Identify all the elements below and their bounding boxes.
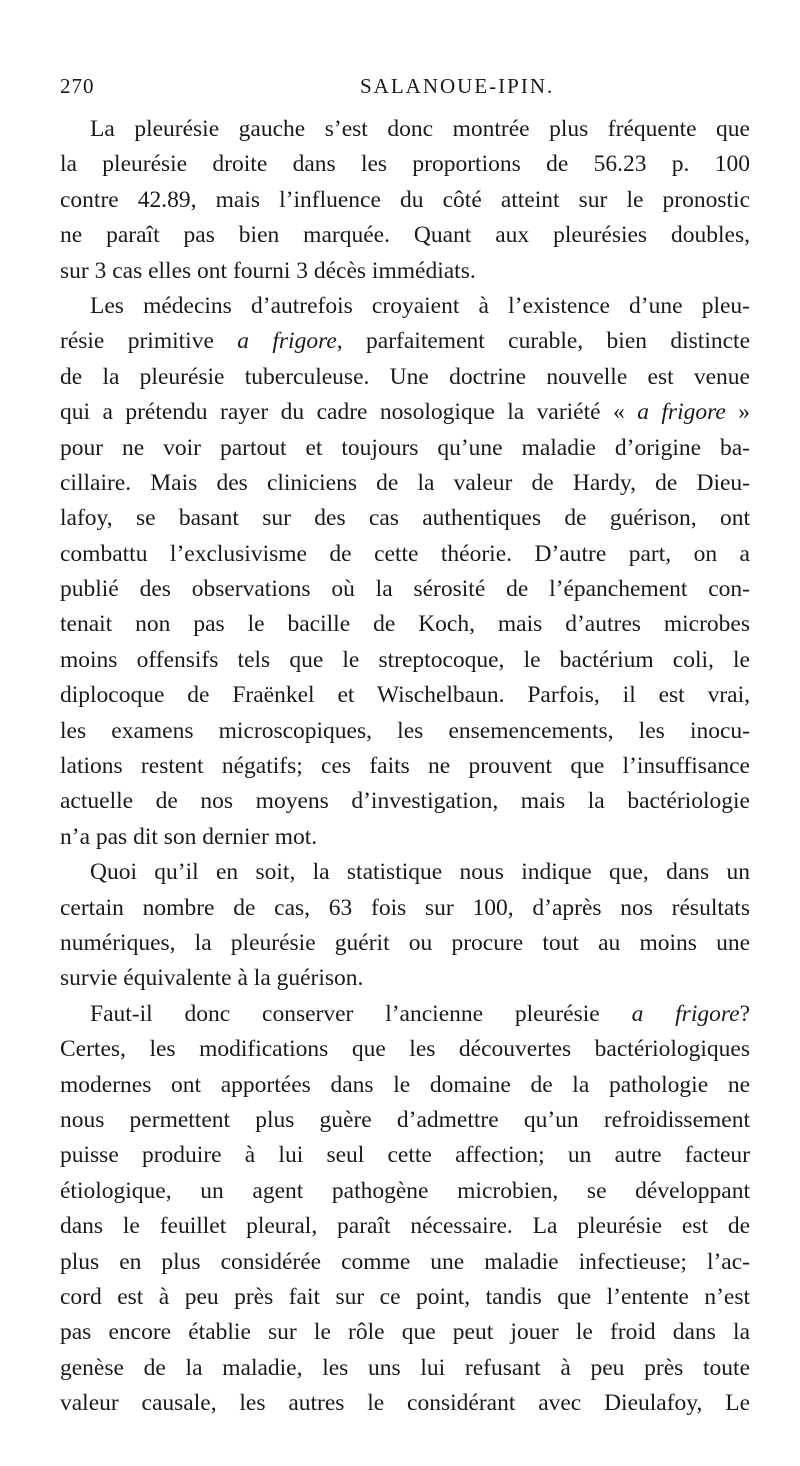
text-line: lafoy, se basant sur des cas authentiques de guérison, ont xyxy=(60,505,750,532)
running-title: SALANOUE-IPIN. xyxy=(360,74,555,98)
text-line: diplocoque de Fraënkel et Wischelbaun. Parfois, il est vrai, xyxy=(60,682,750,709)
text-line: la pleurésie droite dans les proportions de 56.23 p. 100 xyxy=(60,151,750,178)
text-line: plus en plus considérée comme une maladie infectieuse; l’ac- xyxy=(60,1248,750,1275)
text-line: survie équivalente à la guérison. xyxy=(60,965,364,992)
text-line: publié des observations où la sérosité de l’épanchement con- xyxy=(60,576,750,603)
paragraph xyxy=(60,112,750,289)
text-line: de la pleurésie tuberculeuse. Une doctrine nouvelle est venue xyxy=(60,363,750,390)
text-line: dans le feuillet pleural, paraît nécessaire. La pleurésie est de xyxy=(60,1213,750,1240)
text-line: résie primitive a frigore, parfaitement curable, bien distincte xyxy=(60,328,750,355)
paragraph xyxy=(60,289,750,855)
latin-phrase: a frigore xyxy=(631,1000,740,1027)
page-number: 270 xyxy=(60,74,95,98)
text-line: sur 3 cas elles ont fourni 3 décès immédiats. xyxy=(60,257,476,284)
paragraph xyxy=(60,855,750,997)
text-line: La pleurésie gauche s’est donc montrée plus fréquente que xyxy=(90,116,750,142)
text-line: contre 42.89, mais l’influence du côté atteint sur le pronostic xyxy=(60,186,750,213)
text-line: modernes ont apportées dans le domaine de la pathologie ne xyxy=(60,1071,750,1098)
text-line: Certes, les modifications que les découvertes bactériologiques xyxy=(60,1036,750,1063)
running-head xyxy=(60,74,750,104)
text-line: genèse de la maladie, les uns lui refusant à peu près toute xyxy=(60,1354,750,1381)
text-line: actuelle de nos moyens d’investigation, mais la bactériologie xyxy=(60,788,750,815)
text-line: combattu l’exclusivisme de cette théorie. D’autre part, on a xyxy=(60,540,750,567)
text-line: cord est à peu près fait sur ce point, tandis que l’entente n’est xyxy=(60,1283,750,1310)
text-line: lations restent négatifs; ces faits ne prouvent que l’insuffisance xyxy=(60,753,750,780)
text-line: Faut-il donc conserver l’ancienne pleurésie a frigore? xyxy=(90,1000,750,1027)
text-line: numériques, la pleurésie guérit ou procure tout au moins une xyxy=(60,929,750,956)
text-line: n’a pas dit son dernier mot. xyxy=(60,823,318,850)
latin-phrase: a frigore xyxy=(637,399,726,426)
text-line: Les médecins d’autrefois croyaient à l’existence d’une pleu- xyxy=(90,292,750,319)
text-line: moins offensifs tels que le streptocoque, le bactérium coli, le xyxy=(60,646,750,673)
text-line: pour ne voir partout et toujours qu’une maladie d’origine ba- xyxy=(60,434,750,461)
paragraph xyxy=(60,997,750,1422)
text-line: valeur causale, les autres le considérant avec Dieulafoy, Le xyxy=(60,1390,750,1417)
text-line: certain nombre de cas, 63 fois sur 100, d’après nos résultats xyxy=(60,894,750,921)
text-line: étiologique, un agent pathogène microbien, se développant xyxy=(60,1177,750,1204)
text-line: puisse produire à lui seul cette affection; un autre facteur xyxy=(60,1142,750,1169)
text-line: Quoi qu’il en soit, la statistique nous indique que, dans un xyxy=(90,859,750,886)
text-line: qui a prétendu rayer du cadre nosologique la variété « a frigore » xyxy=(60,399,750,426)
body-text xyxy=(60,112,750,1421)
text-line: tenait non pas le bacille de Koch, mais d’autres microbes xyxy=(60,611,750,638)
text-line: cillaire. Mais des cliniciens de la valeur de Hardy, de Dieu- xyxy=(60,469,750,496)
text-line: les examens microscopiques, les ensemencements, les inocu- xyxy=(60,717,750,744)
text-line: pas encore établie sur le rôle que peut jouer le froid dans la xyxy=(60,1319,750,1346)
text-line: nous permettent plus guère d’admettre qu’un refroidissement xyxy=(60,1106,750,1133)
latin-phrase: a frigore xyxy=(237,328,337,355)
text-line: ne paraît pas bien marquée. Quant aux pleurésies doubles, xyxy=(60,222,750,249)
